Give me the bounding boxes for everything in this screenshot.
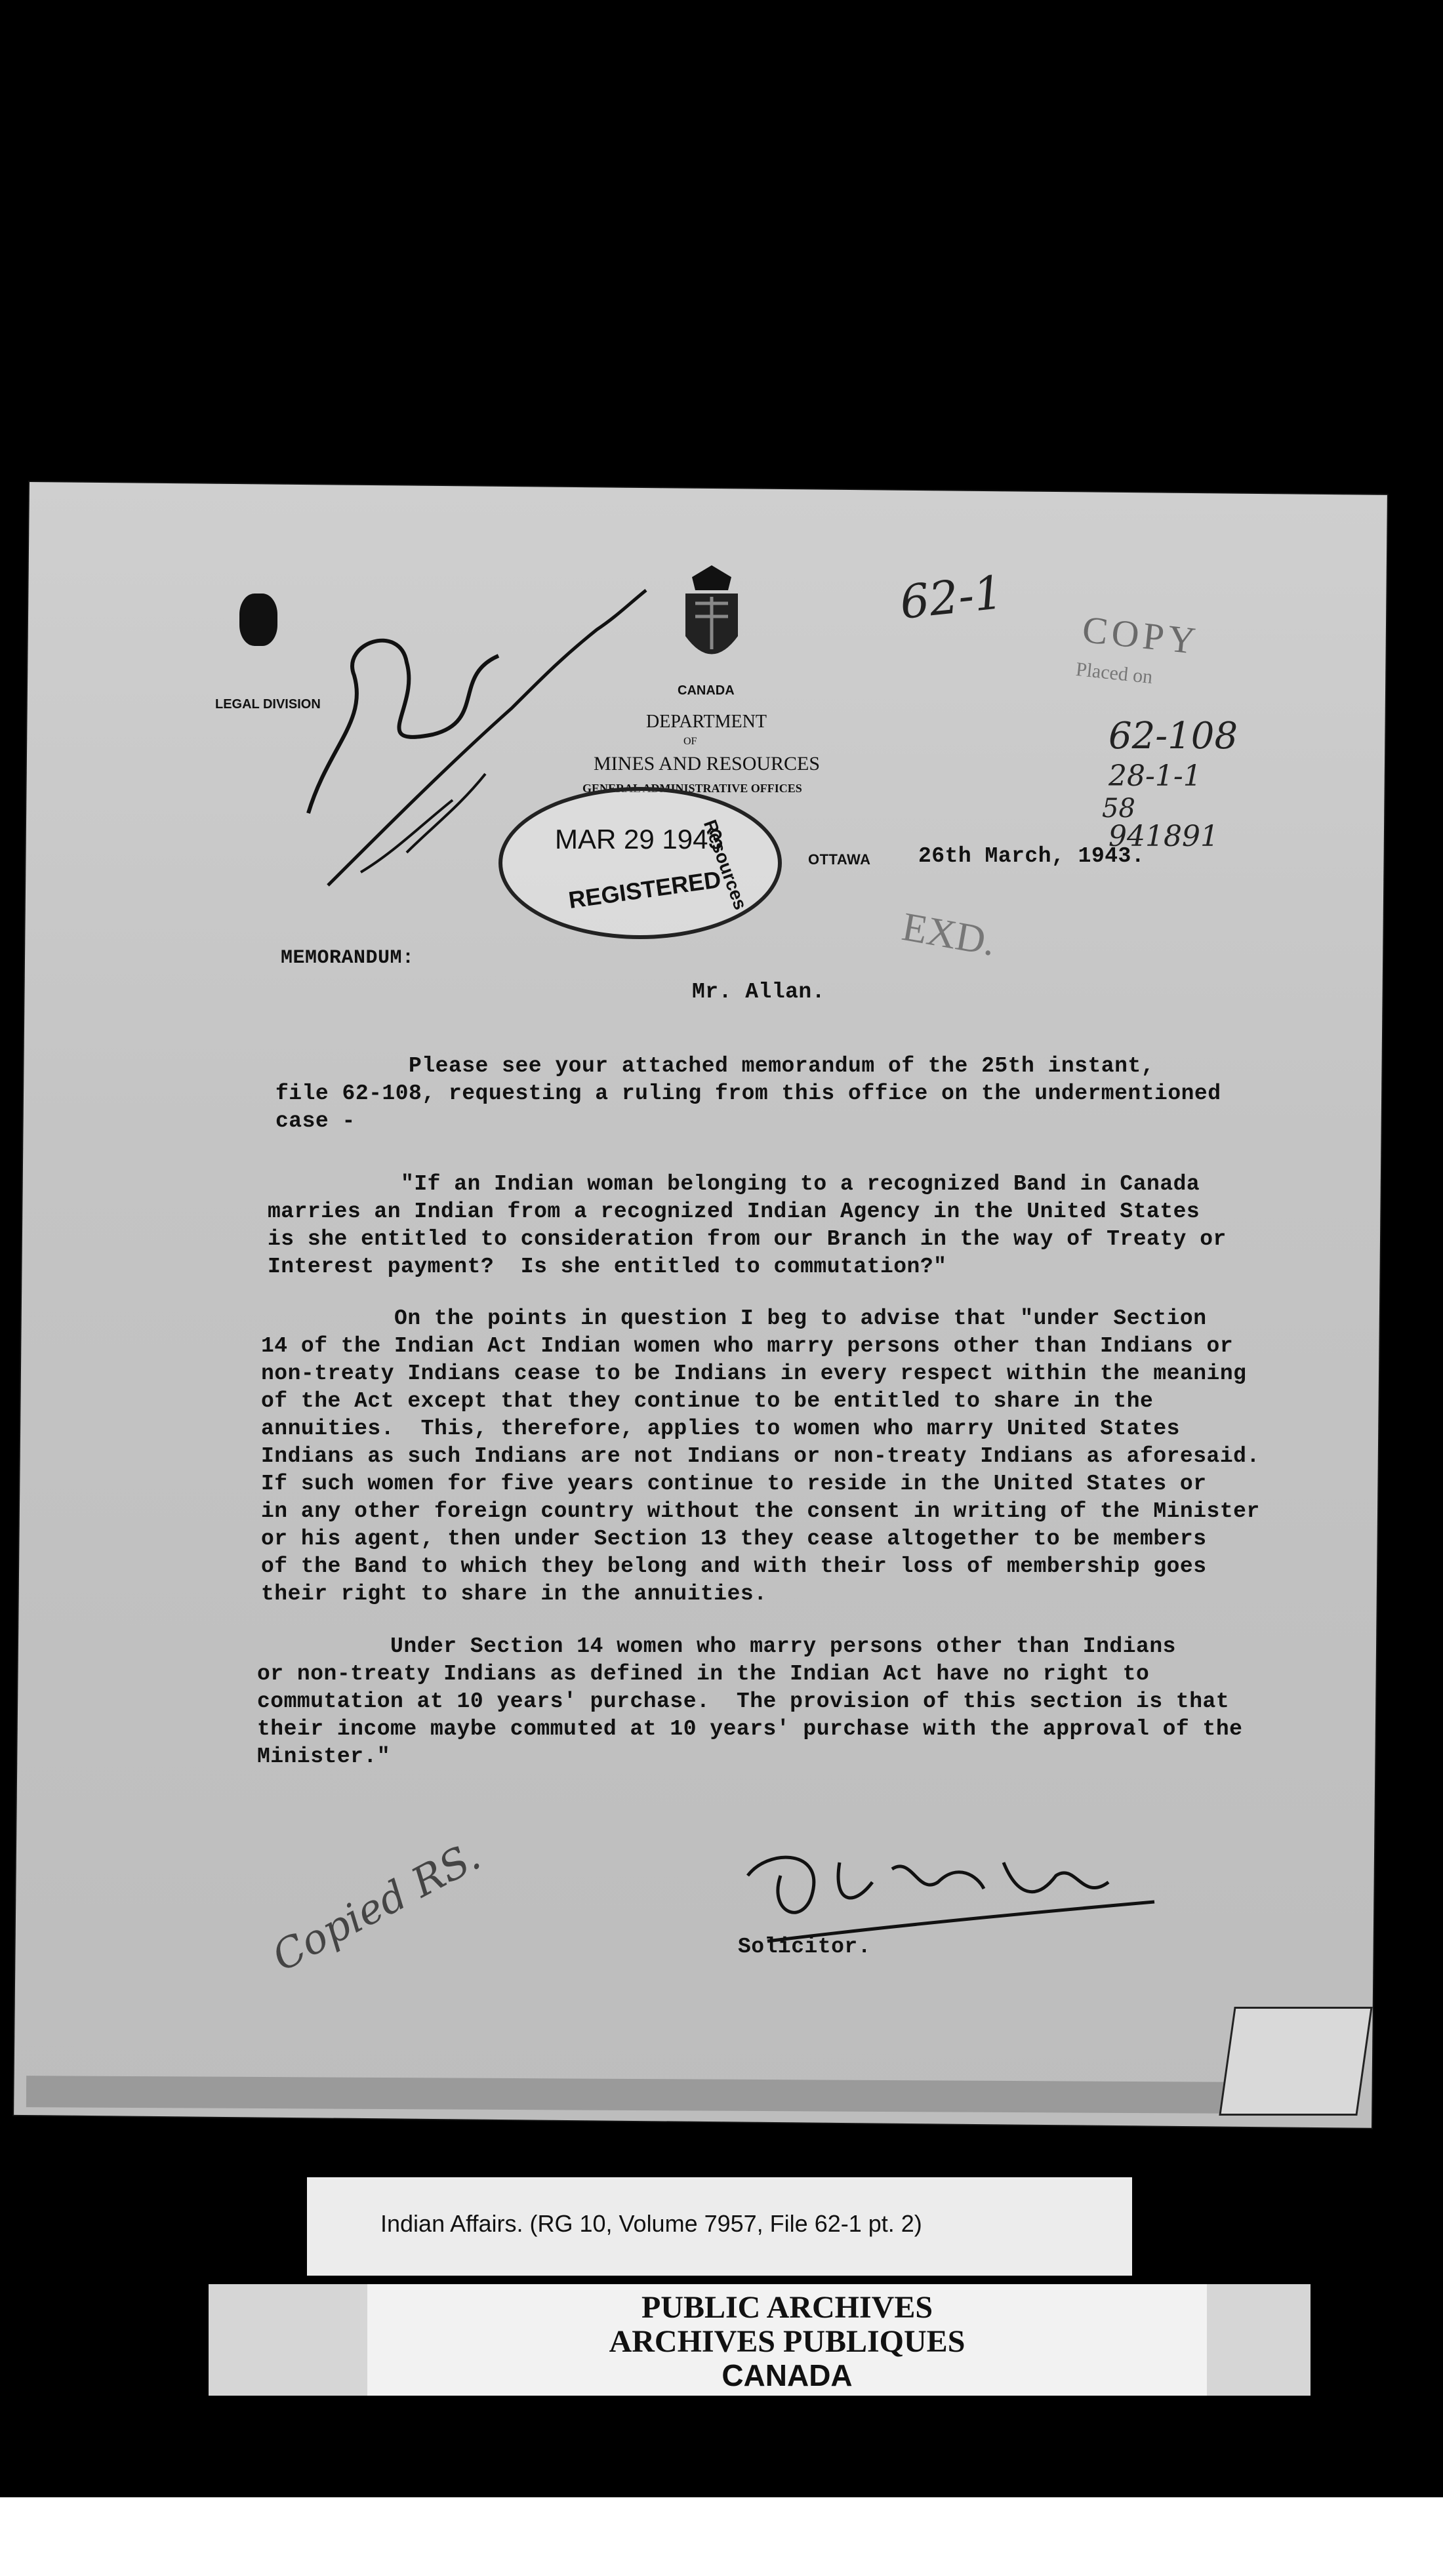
memo-paragraph-1: Please see your attached memorandum of the 25th instant, file 62-108, requesting a ruling from this office on the undermentioned case -	[275, 1054, 1221, 1133]
placed-on-text: Placed on	[1074, 658, 1154, 689]
memo-addressee: Mr. Allan.	[692, 980, 826, 1004]
file-ref-3: 58	[1102, 794, 1135, 824]
memo-date: 26th March, 1943.	[918, 844, 1145, 868]
copy-stamp	[1069, 607, 1266, 692]
paper-edge	[26, 2076, 1246, 2114]
punch-mark	[239, 594, 277, 646]
archive-reference-label	[307, 2177, 1132, 2276]
copied-note: Copied RS.	[264, 1831, 488, 1981]
file-ref-2: 28-1-1	[1108, 759, 1202, 793]
letterhead-department: DEPARTMENT	[646, 712, 767, 732]
archive-stamp-label	[367, 2284, 1207, 2396]
archive-reference-text: Indian Affairs. (RG 10, Volume 7957, File 62-1 pt. 2)	[380, 2210, 922, 2237]
received-stamp-text: Resources	[699, 817, 751, 913]
archive-line-2: ARCHIVES PUBLIQUES	[609, 2324, 965, 2359]
received-stamp-date: MAR 29 1943	[555, 824, 723, 855]
memo-paragraph-4: Under Section 14 women who marry persons other than Indians or non-treaty Indians as defined in the Indian Act have no right to commutation at 10 years' purchase. The provision of this section is that their income maybe commuted at 10 years' purchase with the approval of the Minister."	[257, 1634, 1243, 1769]
memo-heading: MEMORANDUM:	[281, 947, 415, 969]
letterhead-offices: GENERAL ADMINISTRATIVE OFFICES	[582, 782, 802, 795]
coat-of-arms-emblem	[672, 564, 751, 675]
ottawa-label: OTTAWA	[808, 851, 871, 868]
archive-line-1: PUBLIC ARCHIVES	[641, 2290, 933, 2325]
file-ref-1: 62-108	[1108, 715, 1238, 757]
bottom-margin	[0, 2497, 1443, 2576]
folded-corner	[1219, 2007, 1372, 2116]
memo-paragraph-2: "If an Indian woman belonging to a recognized Band in Canada marries an Indian from a recognized Indian Agency in the United States is she entitled to consideration from our Branch in the way of Treaty or Interest payment? Is she entitled to commutation?"	[268, 1172, 1227, 1279]
handwritten-file-number: 62-1	[897, 565, 1006, 630]
legal-division-label: LEGAL DIVISION	[215, 697, 321, 712]
copy-stamp-text: COPY	[1080, 607, 1202, 663]
initials-signature	[289, 577, 656, 918]
file-ref-4: 941891	[1108, 820, 1219, 853]
registered-stamp-text: REGISTERED	[567, 865, 723, 914]
letterhead-of: OF	[683, 736, 697, 747]
signature-title: Solicitor.	[738, 1935, 872, 1959]
letterhead-country: CANADA	[678, 683, 735, 698]
memo-paragraph-3: On the points in question I beg to advise that "under Section 14 of the Indian Act Indian women who marry persons other than Indians or non-treaty Indians cease to be Indians in every respect within the meaning of the Act except that they continue to be entitled to share in the annuities. This, therefore, applies to women who marry United States Indians as such Indians are not Indians or non-treaty Indians as aforesaid. If such women for five years continue to reside in the United States or in any other foreign country without the consent in writing of the Minister or his agent, then under Section 13 they cease altogether to be members of the Band to which they belong and with their loss of membership goes their right to share in the annuities.	[261, 1306, 1260, 1606]
archive-line-3: CANADA	[722, 2358, 853, 2392]
letterhead-ministry: MINES AND RESOURCES	[594, 753, 821, 775]
exd-stamp: EXD.	[899, 904, 999, 965]
